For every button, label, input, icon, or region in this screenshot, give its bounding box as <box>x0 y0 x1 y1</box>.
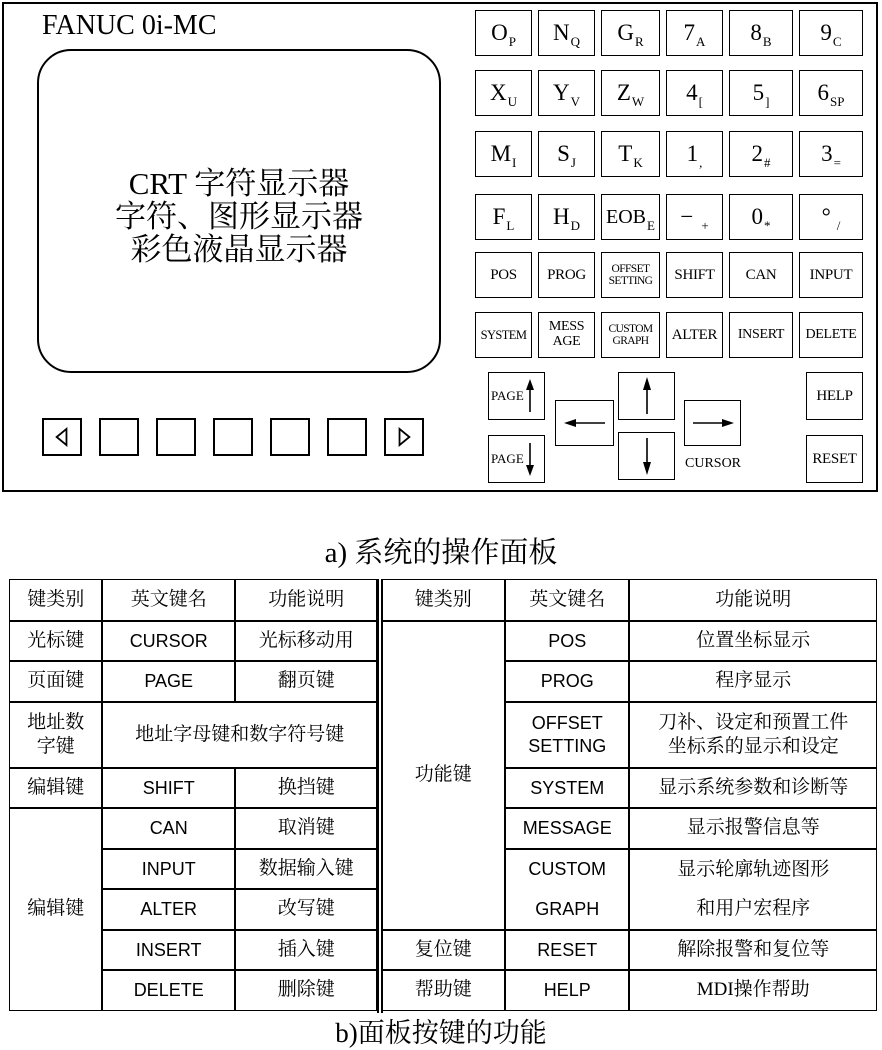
arrow-down-icon <box>524 441 536 477</box>
table-divider <box>377 579 379 1013</box>
table-cell-line: 地址数 <box>27 711 85 733</box>
table-cell: 解除报警和复位等 <box>629 930 877 970</box>
table-cell: 光标键 <box>9 621 102 661</box>
key-0[interactable]: 0 * <box>729 194 793 240</box>
page-up-key[interactable]: PAGE <box>488 372 545 420</box>
table-cell: 位置坐标显示 <box>629 621 877 661</box>
table-cell-line: OFFSET <box>531 712 603 733</box>
table-cell-line: CUSTOM <box>528 859 607 880</box>
triangle-left-icon <box>44 420 80 454</box>
table-cell: 取消键 <box>235 808 377 849</box>
table-cell: 编辑键 <box>9 768 102 808</box>
table-cell-line: GRAPH <box>535 898 600 919</box>
help-key[interactable]: HELP <box>806 372 863 420</box>
brand-label: FANUC 0i-MC <box>42 10 217 41</box>
page-down-key[interactable]: PAGE <box>488 435 545 483</box>
key-7[interactable]: 7 A <box>666 10 723 56</box>
pos-key[interactable]: POS <box>475 252 532 298</box>
table-cell <box>629 702 877 768</box>
table-cell: POS <box>505 621 629 661</box>
softkey-2[interactable] <box>156 418 196 456</box>
table-cell-line: 刀补、设定和预置工件 <box>658 711 849 733</box>
table-cell: CURSOR <box>102 621 235 661</box>
key-g[interactable]: G R <box>601 10 660 56</box>
cursor-down-key[interactable] <box>618 432 675 480</box>
screen-line-3: 彩色液晶显示器 <box>130 232 348 267</box>
softkey-4[interactable] <box>270 418 310 456</box>
key-9[interactable]: 9 C <box>799 10 863 56</box>
table-cell <box>629 849 877 930</box>
softkey-3[interactable] <box>213 418 253 456</box>
table-cell: 功能键 <box>381 621 505 930</box>
delete-key[interactable]: DELETE <box>799 312 863 358</box>
key-1[interactable]: 1 , <box>666 131 723 177</box>
caption-b: b)面板按键的功能 <box>335 1018 547 1048</box>
softkey-right[interactable] <box>384 418 424 456</box>
table-cell: INPUT <box>102 849 235 889</box>
table-cell: MESSAGE <box>505 808 629 849</box>
table-header: 键类别 <box>9 579 102 621</box>
table-cell: 显示报警信息等 <box>629 808 877 849</box>
custom-graph-key[interactable]: CUSTOM GRAPH <box>601 312 660 358</box>
key-f[interactable]: F L <box>475 194 532 240</box>
arrow-up-icon <box>524 378 536 414</box>
table-cell: 地址字母键和数字符号键 <box>102 702 377 768</box>
table-cell-line: 显示轮廓轨迹图形 <box>677 858 830 880</box>
reset-key[interactable]: RESET <box>806 435 863 483</box>
key-z[interactable]: Z W <box>601 70 660 116</box>
offset-setting-key[interactable]: OFFSET SETTING <box>601 252 660 298</box>
table-header: 功能说明 <box>235 579 377 621</box>
triangle-right-icon <box>386 420 422 454</box>
arrow-down-icon <box>640 436 654 476</box>
key-minus[interactable]: − + <box>666 194 723 240</box>
table-cell: 光标移动用 <box>235 621 377 661</box>
softkey-5[interactable] <box>327 418 367 456</box>
table-cell: DELETE <box>102 970 235 1011</box>
key-5[interactable]: 5 ] <box>729 70 793 116</box>
table-cell: 翻页键 <box>235 661 377 702</box>
table-cell <box>505 849 629 930</box>
key-function-table <box>10 580 878 1015</box>
table-cell: PROG <box>505 661 629 702</box>
table-cell: 插入键 <box>235 930 377 970</box>
table-cell-line: SETTING <box>528 736 607 757</box>
key-o[interactable]: O P <box>475 10 532 56</box>
table-cell: ALTER <box>102 889 235 930</box>
message-key[interactable]: MESS AGE <box>538 312 595 358</box>
table-header: 功能说明 <box>629 579 877 621</box>
key-m[interactable]: M I <box>475 131 532 177</box>
table-cell-line: 和用户宏程序 <box>696 898 811 920</box>
cursor-right-key[interactable] <box>684 400 741 446</box>
softkey-left[interactable] <box>42 418 82 456</box>
table-cell: SYSTEM <box>505 768 629 808</box>
table-cell: INSERT <box>102 930 235 970</box>
prog-key[interactable]: PROG <box>538 252 595 298</box>
screen-line-2: 字符、图形显示器 <box>115 199 363 234</box>
key-h[interactable]: H D <box>538 194 595 240</box>
table-divider <box>381 579 383 1013</box>
table-header: 英文键名 <box>505 579 629 621</box>
table-cell-line: 字键 <box>36 736 75 758</box>
table-cell-line: 坐标系的显示和设定 <box>667 736 839 758</box>
cursor-left-key[interactable] <box>555 400 614 446</box>
key-eob[interactable]: EOB E <box>601 194 660 240</box>
key-s[interactable]: S J <box>538 131 595 177</box>
key-x[interactable]: X U <box>475 70 532 116</box>
table-cell: 显示系统参数和诊断等 <box>629 768 877 808</box>
table-cell: 数据输入键 <box>235 849 377 889</box>
table-cell: PAGE <box>102 661 235 702</box>
screen-line-1: CRT 字符显示器 <box>128 166 350 201</box>
table-cell: 程序显示 <box>629 661 877 702</box>
arrow-up-icon <box>640 376 654 416</box>
input-key[interactable]: INPUT <box>799 252 863 298</box>
key-2[interactable]: 2 # <box>729 131 793 177</box>
key-4[interactable]: 4 [ <box>666 70 723 116</box>
table-cell: 删除键 <box>235 970 377 1011</box>
table-cell: SHIFT <box>102 768 235 808</box>
key-3[interactable]: 3 = <box>799 131 863 177</box>
table-cell: CAN <box>102 808 235 849</box>
table-cell <box>505 702 629 768</box>
table-cell: RESET <box>505 930 629 970</box>
arrow-left-icon <box>563 416 607 430</box>
system-key[interactable]: SYSTEM <box>475 312 532 358</box>
shift-key[interactable]: SHIFT <box>666 252 723 298</box>
key-y[interactable]: Y V <box>538 70 595 116</box>
table-cell: 复位键 <box>381 930 505 970</box>
cursor-label: CURSOR <box>685 456 742 471</box>
arrow-right-icon <box>691 416 735 430</box>
table-cell: 编辑键 <box>9 808 102 1011</box>
table-cell: MDI操作帮助 <box>629 970 877 1011</box>
table-cell: 改写键 <box>235 889 377 930</box>
table-header: 键类别 <box>381 579 505 621</box>
key-n[interactable]: N Q <box>538 10 595 56</box>
table-cell <box>9 702 102 768</box>
table-cell: 换挡键 <box>235 768 377 808</box>
crt-screen <box>37 49 441 373</box>
can-key[interactable]: CAN <box>729 252 793 298</box>
caption-a: a) 系统的操作面板 <box>324 537 558 569</box>
cursor-up-key[interactable] <box>618 372 675 420</box>
key-8[interactable]: 8 B <box>729 10 793 56</box>
alter-key[interactable]: ALTER <box>666 312 723 358</box>
table-cell: 页面键 <box>9 661 102 702</box>
key-t[interactable]: T K <box>601 131 660 177</box>
softkey-1[interactable] <box>99 418 139 456</box>
table-header: 英文键名 <box>102 579 235 621</box>
table-cell: 帮助键 <box>381 970 505 1011</box>
key-degree[interactable]: ° / <box>799 194 863 240</box>
insert-key[interactable]: INSERT <box>729 312 793 358</box>
key-6[interactable]: 6 SP <box>799 70 863 116</box>
table-cell: HELP <box>505 970 629 1011</box>
